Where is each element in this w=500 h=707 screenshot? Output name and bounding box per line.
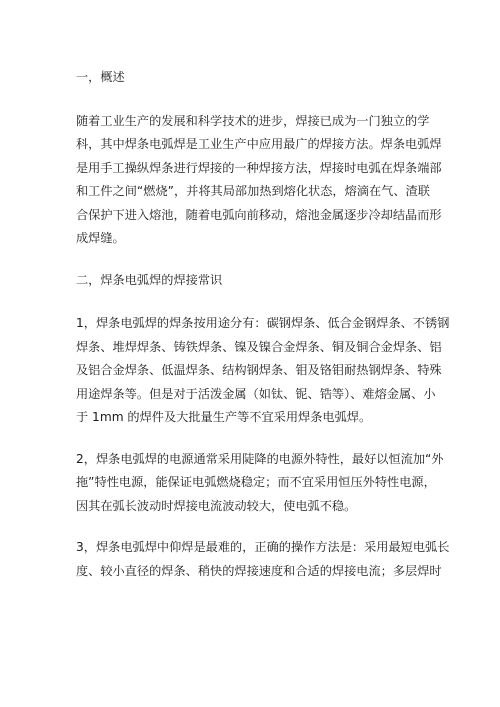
text-line: 和工件之间“燃烧”，并将其局部加热到熔化状态，熔滴在气、渣联 [76,184,430,198]
paragraph-item-2 [76,448,444,519]
paragraph-item-3 [76,536,450,583]
paragraph-overview [76,110,442,251]
text-line: 于 1mm 的焊件及大批量生产等不宜采用焊条电弧焊。 [76,410,372,424]
text-line: 3，焊条电弧焊中仰焊是最难的，正确的操作方法是：采用最短电弧长 [76,540,450,554]
section-heading-welding-basics: 二，焊条电弧焊的焊接常识 [76,272,223,287]
text-line: 用途焊条等。但是对于活泼金属（如钛、铌、锆等）、难熔金属、小 [76,386,436,401]
text-line: 及铝合金焊条、低温焊条、结构钢焊条、钼及铬钼耐热钢焊条、特殊 [76,363,442,377]
text-line: 拖”特性电源，能保证电弧燃烧稳定；而不宜采用恒压外特性电源， [76,475,436,489]
text-line: 焊条、堆焊焊条、铸铁焊条、镍及镍合金焊条、铜及铜合金焊条、铝 [76,339,442,354]
text-line: 随着工业生产的发展和科学技术的进步，焊接已成为一门独立的学 [76,113,430,128]
text-line: 合保护下进入熔池，随着电弧向前移动，熔池金属逐步冷却结晶而形 [76,207,442,222]
section-heading-overview: 一，概述 [76,70,125,84]
text-line: 1，焊条电弧焊的焊条按用途分有：碳钢焊条、低合金钢焊条、不锈钢 [76,316,450,330]
text-line: 2，焊条电弧焊的电源通常采用陡降的电源外特性，最好以恒流加“外 [76,451,444,466]
text-line: 度、较小直径的焊条、稍快的焊接速度和合适的焊接电流；多层焊时 [76,563,442,578]
paragraph-item-1 [76,312,450,430]
text-line: 因其在弧长波动时焊接电流波动较大，使电弧不稳。 [76,498,357,513]
text-line: 成焊缝。 [76,231,125,245]
text-line: 科，其中焊条电弧焊是工业生产中应用最广的焊接方法。焊条电弧焊 [76,137,442,151]
text-line: 是用手工操纵焊条进行焊接的一种焊接方法，焊接时电弧在焊条端部 [76,160,442,175]
